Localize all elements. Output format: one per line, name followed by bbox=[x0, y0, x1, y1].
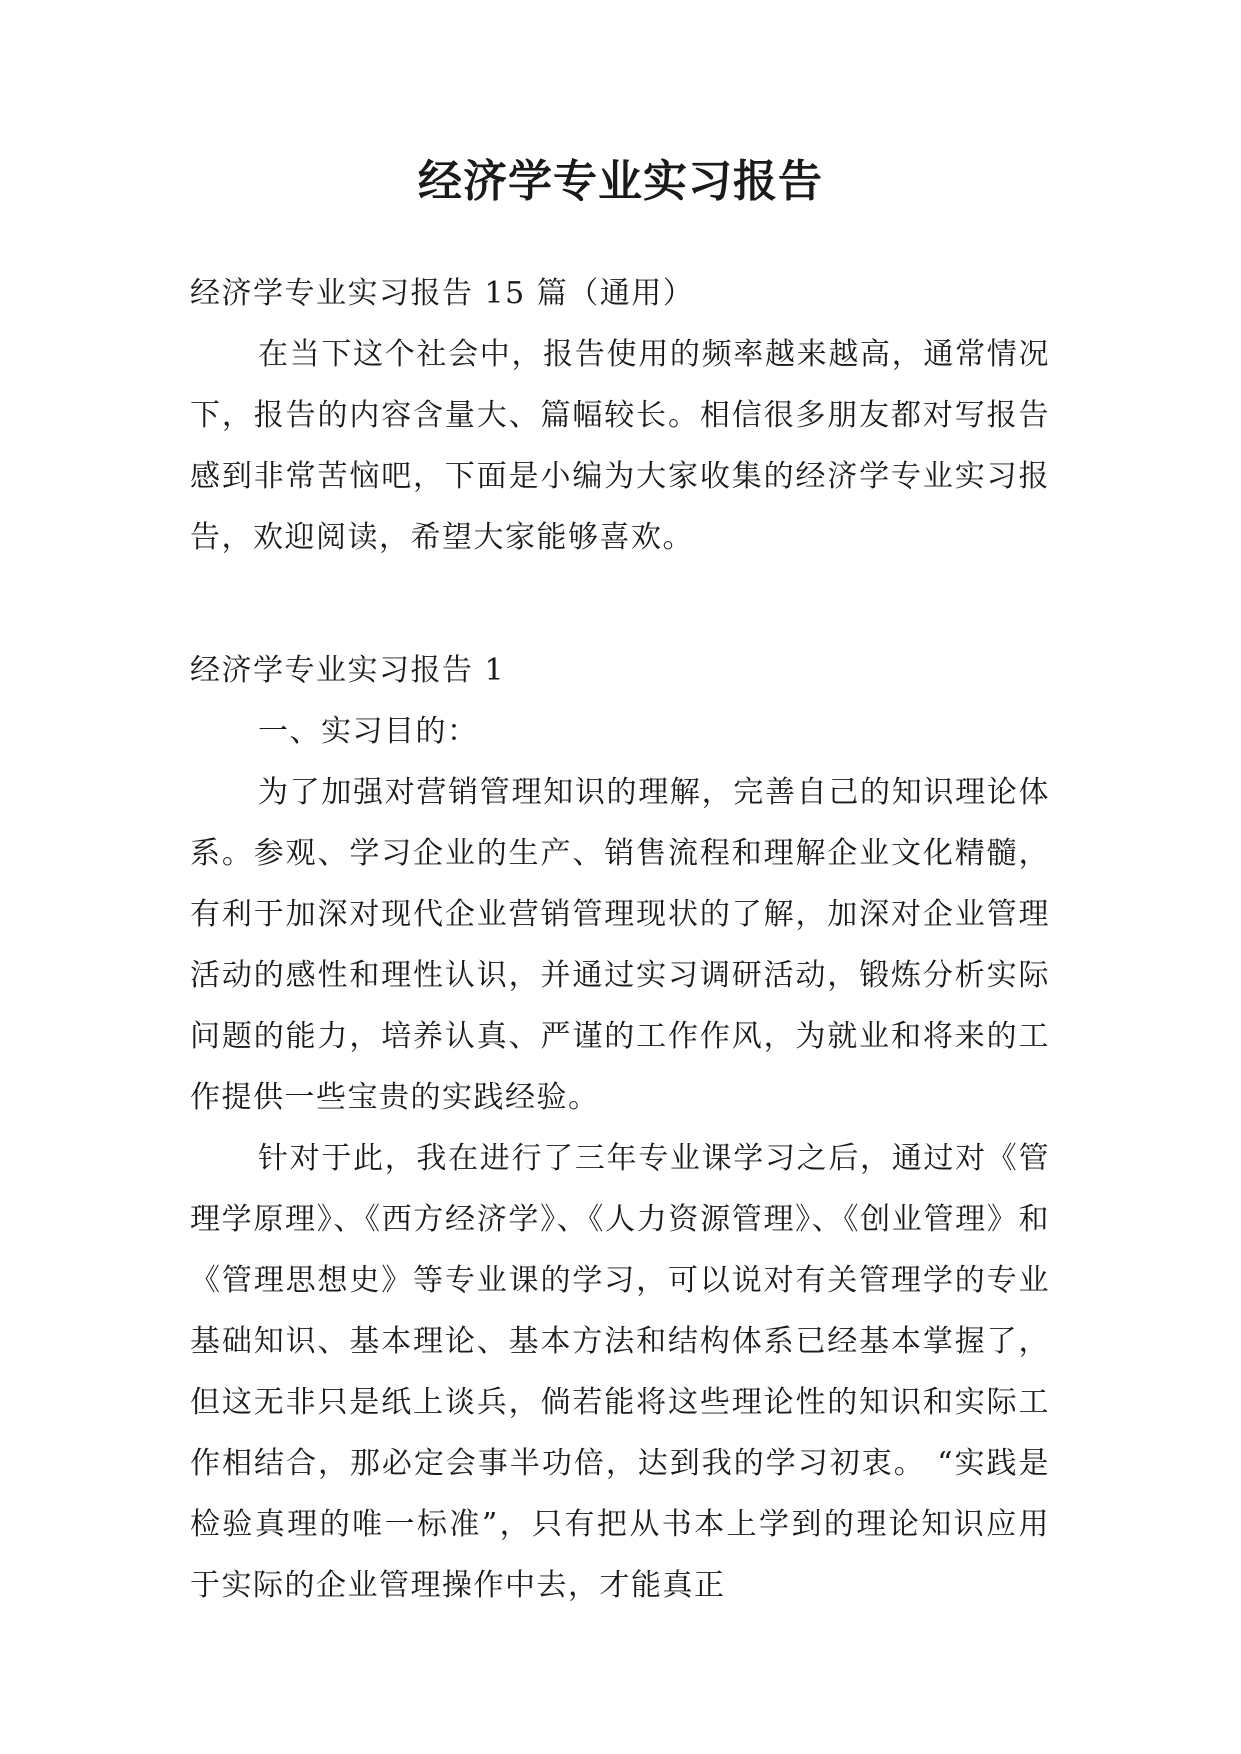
intro-paragraph: 在当下这个社会中，报告使用的频率越来越高，通常情况下，报告的内容含量大、篇幅较长。相信很多朋友都对写报告感到非常苦恼吧，下面是小编为大家收集的经济学专业实习报告，欢迎阅读，希望大家能够喜欢。 bbox=[190, 337, 1050, 555]
report-1-paragraph: 针对于此，我在进行了三年专业课学习之后，通过对《管理学原理》、《西方经济学》、《人力资源管理》、《创业管理》和《管理思想史》等专业课的学习，可以说对有关管理学的专业基础知识、基本理论、基本方法和结构体系已经基本掌握了，但这无非只是纸上谈兵，倘若能将这些理论性的知识和实际工作相结合，那必定会事半功倍，达到我的学习初衷。 “实践是检验真理的唯一标准”，只有把从书本上学到的理论知识应用于实际的企业管理操作中去，才能真正 bbox=[190, 1141, 1050, 1603]
intro-block bbox=[190, 263, 1050, 568]
report-1-heading: 经济学专业实习报告 1 bbox=[190, 653, 506, 688]
document-subtitle: 经济学专业实习报告 15 篇（通用） bbox=[190, 276, 695, 311]
report-1-paragraph: 为了加强对营销管理知识的理解，完善自己的知识理论体系。参观、学习企业的生产、销售流程和理解企业文化精髓，有利于加深对现代企业营销管理现状的了解，加深对企业管理活动的感性和理性认识，并通过实习调研活动，锻炼分析实际问题的能力，培养认真、严谨的工作作风，为就业和将来的工作提供一些宝贵的实践经验。 bbox=[190, 775, 1050, 1115]
report-1-subheading: 一、实习目的： bbox=[258, 714, 479, 749]
document-title: 经济学专业实习报告 bbox=[418, 156, 823, 207]
report-1-section bbox=[190, 640, 1050, 1616]
